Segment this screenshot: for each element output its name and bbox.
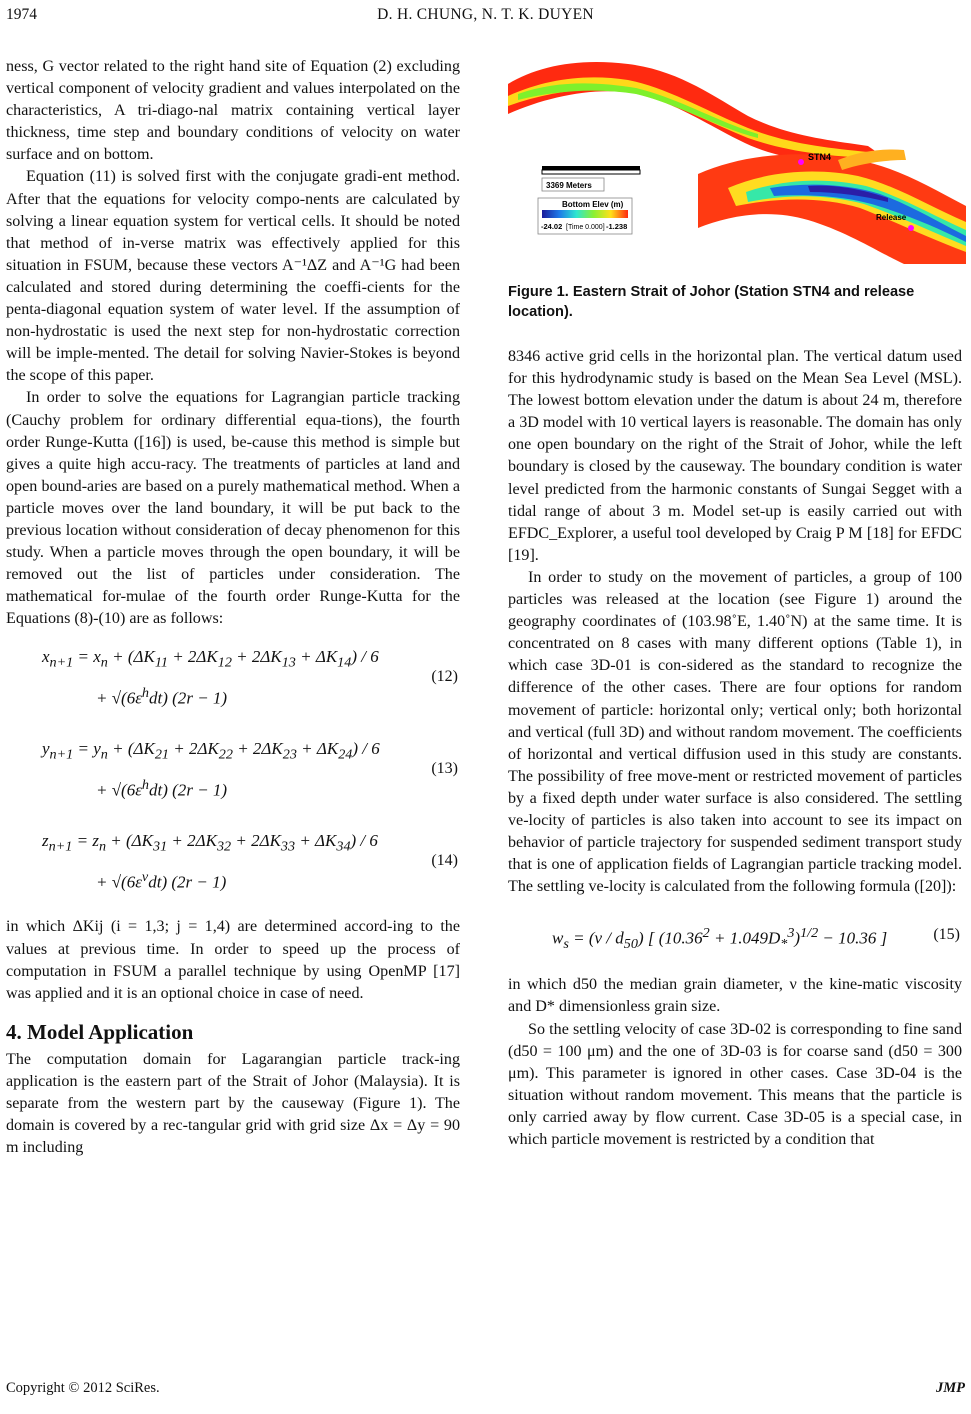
paragraph: In order to study on the movement of particles, a group of 100 particles was released at the location (see Figure 1) around the geography coordinates of (103.98˚E, 1.40˚N) at the same time. It is concentrated on 8 cases with many different options (Table 1), in which case 3D-01 is con-sidered as the standard to recognize the difference of the other cases. There are four options for random movement of particle: horizontal only; vertical only; both horizontal and vertical (full 3D) and without random movement. The coefficients of horizontal and vertical diffusion used in this study are constants. The possibility of free move-ment or restricted movement of particles by a fixed depth under water surface is also considered. The settling ve-locity of particles is also taken into account to see its impact on behavior of particle trajectory for suspended sediment transport study that is one of application fields of Lagrangian particle tracking model. The settling ve-locity is calculated from the following formula ([20]): bbox=[508, 568, 962, 896]
page-header bbox=[0, 6, 971, 30]
figure-caption: Figure 1. Eastern Strait of Johor (Station STN4 and release location). bbox=[508, 284, 915, 320]
page-number: 1974 bbox=[6, 6, 37, 23]
equation-15: $w_s = (\nu / d_{50})$ [ $(10.36^2 + 1.049D_*^3)^{1/2} - 10.36$ ] (15) bbox=[552, 925, 960, 953]
paragraph: in which d50 the median grain diameter, ν the kine-matic viscosity and D* dimensionless grain size. bbox=[508, 976, 962, 1016]
equation-number: (15) bbox=[933, 926, 960, 944]
release-label: Release bbox=[876, 213, 907, 222]
scale-label: 3369 Meters bbox=[546, 181, 592, 190]
equation-number: (14) bbox=[431, 852, 458, 870]
legend-min: -24.02 bbox=[541, 222, 563, 231]
paragraph: In order to solve the equations for Lagrangian particle tracking (Cauchy problem for ordinary differential equa-tions), the fourth order Runge-Kutta ([16]) is used, be-cause this method is simple but gives a quite high accu-racy. The treatments of particles at land and open bound-aries are based on a purely mathematical method. When a particle moves over the land boundary, it will be put back to the previous location without consideration of decay phenomenon for this study. When a particle moves through the open boundary, it will be removed out the list of particles under consideration. The mathematical for-mulae of the fourth order Runge-Kutta for the Equations (8)-(10) are as follows: bbox=[6, 389, 460, 628]
section-title: 4. Model Application bbox=[6, 1019, 194, 1044]
paragraph: in which ΔKij (i = 1,3; j = 1,4) are determined accord-ing to the values at previous time. In order to speed up the process of computation in FSUM a parallel technique by using OpenMP [17] was applied and it is an optional choice in case of need. bbox=[6, 918, 460, 1002]
left-column bbox=[6, 56, 460, 1159]
journal-abbrev: JMP bbox=[936, 1380, 965, 1396]
bathymetry-map bbox=[508, 56, 966, 264]
copyright: Copyright © 2012 SciRes. bbox=[6, 1380, 160, 1396]
equation-number: (13) bbox=[431, 760, 458, 778]
legend-title: Bottom Elev (m) bbox=[562, 200, 624, 209]
running-title: D. H. CHUNG, N. T. K. DUYEN bbox=[377, 6, 594, 23]
paragraph: Equation (11) is solved first with the conjugate gradi-ent method. After that the equations for velocity compo-nents are calculated by solving a linear equation system for vertical cells. It should be noted that method of in-verse matrix was effectively applied for this situation in FSUM, because these vectors A⁻¹ΔZ and A⁻¹G had been calculated and stored during determining the coeffi-cients for the penta-diagonal equation system of water level. If the assumption of non-hydrostatic is used the next step for non-hydrostatic correction will be imple-mented. The detail for solving Navier-Stokes is beyond the scope of this paper. bbox=[6, 168, 460, 385]
legend-max: -1.238 bbox=[606, 222, 628, 231]
paragraph: So the settling velocity of case 3D-02 is corresponding to fine sand (d50 = 100 μm) and the one of 3D-03 is for coarse sand (d50 = 300 μm). This parameter is ignored in other cases. Case 3D-04 is the situation without random movement. This means that the particle is only carried away by flow current. Case 3D-05 is a special case, in which particle movement is restricted by a condition that bbox=[508, 1020, 962, 1148]
paragraph: The computation domain for Lagarangian particle track-ing application is the eastern part of the Strait of Johor (Malaysia). It is separate from the western part by the causeway (Figure 1). The domain is covered by a rec-tangular grid with grid size Δx = Δy = 90 m including bbox=[6, 1050, 460, 1157]
paragraph: 8346 active grid cells in the horizontal plan. The vertical datum used for this hydrodynamic study is based on the Mean Sea Level (MSL). The lowest bottom elevation under the datum is about 24 m, therefore a 3D model with 10 vertical layers is reasonable. The domain has only one open boundary on the right of the Strait of Johor, while the left boundary is closed by the causeway. The boundary condition is water level predicted from the harmonic constants of Sungai Segget with a tidal range of about 3 m. Model set-up is easily carried out with EFDC_Explorer, a useful tool developed by Craig P M [18] for EFDC [19]. bbox=[508, 348, 962, 564]
station-label: STN4 bbox=[808, 152, 832, 162]
equation-12: $x_{n+1} = x_n + (\Delta K_{11} + 2\Delta K_{12} + 2\Delta K_{13} + \Delta K_{14}) / 6$ + $√(6\varepsilon^hdt) (2r - 1)$ (12) bbox=[42, 647, 458, 709]
figure-map bbox=[508, 56, 966, 264]
equation-number: (12) bbox=[431, 668, 458, 686]
legend-time: [Time 0.000] bbox=[566, 224, 605, 231]
equation-14: $z_{n+1} = z_n + (\Delta K_{31} + 2\Delta K_{32} + 2\Delta K_{33} + \Delta K_{34}) / 6$ + $√(6\varepsilon^vdt) (2r - 1)$ (14) bbox=[42, 831, 458, 893]
paragraph: ness, G vector related to the right hand site of Equation (2) excluding vertical component of velocity gradient and values interpolated on the characteristics, A tri-diago-nal matrix containing vertical layer thickness, time step and boundary conditions of velocity on water surface and on bottom. bbox=[6, 58, 460, 164]
equation-13: $y_{n+1} = y_n + (\Delta K_{21} + 2\Delta K_{22} + 2\Delta K_{23} + \Delta K_{24}) / 6$ + $√(6\varepsilon^hdt) (2r - 1)$ (13) bbox=[42, 739, 458, 801]
right-column bbox=[508, 56, 962, 1151]
